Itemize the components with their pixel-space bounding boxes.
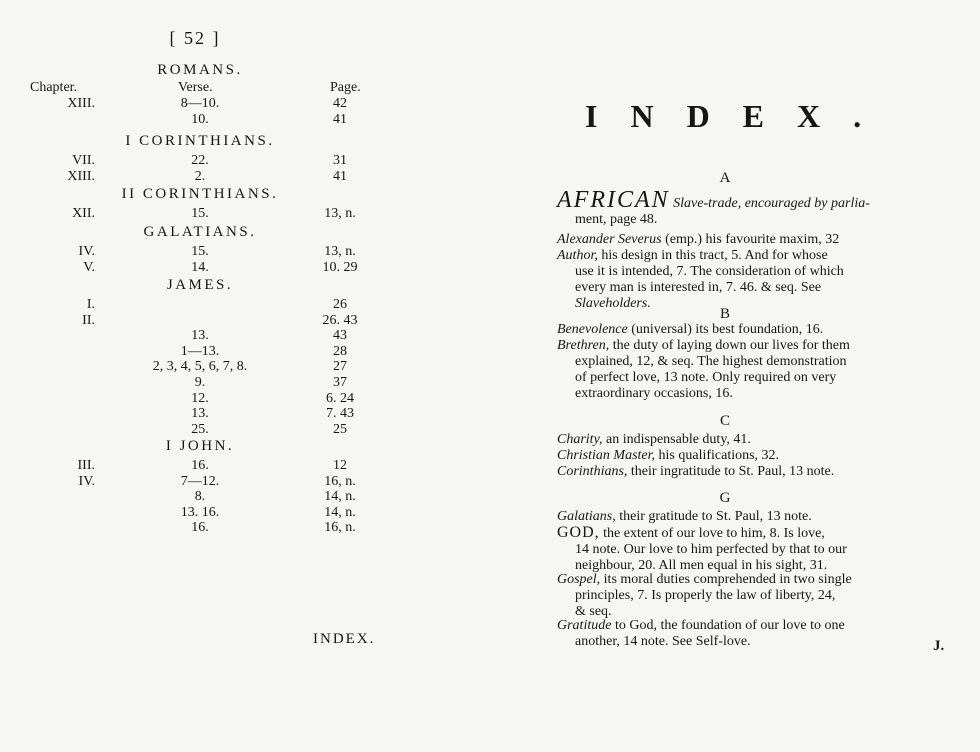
index-entry	[557, 509, 960, 525]
cell-page: 14, n.	[324, 504, 356, 520]
entry-head: Alexander Severus	[557, 232, 662, 247]
cell-verse: 16.	[191, 520, 209, 536]
scripture-row	[0, 489, 400, 505]
scripture-row	[0, 169, 400, 185]
cell-verse: 10.	[191, 111, 209, 127]
cell-chapter: III.	[77, 458, 95, 473]
column-header-verse: Verse.	[178, 80, 213, 95]
cell-verse: 16.	[191, 458, 209, 473]
cell-verse: 8.	[194, 489, 206, 505]
entry-text: its moral duties comprehended in two single	[600, 572, 852, 587]
cell-chapter: XIII.	[67, 96, 95, 111]
entry-text: of perfect love, 13 note. Only required on very	[575, 370, 837, 385]
cell-chapter: XII.	[72, 206, 95, 221]
entry-head: Gratitude	[557, 618, 612, 633]
entry-text: the extent of our love to him, 8. Is love,	[599, 526, 825, 541]
scripture-row	[0, 313, 400, 329]
cell-page: 25	[333, 421, 347, 437]
cell-page: 41	[333, 168, 347, 184]
entry-text: every man is interested in, 7. 46. & seq. See	[575, 280, 822, 295]
entry-head: GOD,	[557, 524, 600, 541]
cell-verse: 15.	[191, 206, 209, 221]
index-entry	[557, 338, 960, 402]
index-entry	[557, 618, 960, 650]
cell-page: 41	[333, 111, 347, 127]
index-entry	[557, 572, 960, 620]
column-header-chapter: Chapter.	[30, 80, 78, 95]
index-entry	[557, 187, 960, 228]
entry-text: to God, the foundation of our love to one	[611, 618, 845, 633]
cell-page: 16, n.	[324, 473, 356, 489]
cell-chapter: VII.	[72, 153, 95, 168]
scripture-row	[0, 344, 400, 360]
cell-verse: 2.	[194, 168, 206, 184]
cell-verse: 14.	[191, 259, 209, 275]
section-title: I JOHN.	[165, 438, 235, 454]
cell-verse: 13. 16.	[180, 504, 220, 520]
cell-verse: 7—12.	[180, 473, 220, 489]
cell-chapter: V.	[83, 259, 95, 275]
entry-text: his design in this tract, 5. And for whose	[597, 248, 828, 263]
scripture-row	[0, 422, 400, 438]
index-entry	[557, 322, 960, 338]
cell-page: 26. 43	[322, 312, 358, 328]
cell-verse: 25.	[191, 421, 209, 437]
cell-chapter: I.	[86, 297, 95, 312]
cell-verse: 13.	[191, 406, 209, 422]
index-entry	[557, 525, 960, 574]
cell-verse: 13.	[191, 328, 209, 344]
scripture-row	[0, 96, 400, 112]
index-entry	[557, 432, 960, 448]
entry-text: explained, 12, & seq. The highest demonstration	[575, 354, 847, 369]
entry-head: Charity,	[557, 432, 603, 447]
scripture-row	[0, 206, 400, 222]
scripture-row	[0, 458, 400, 474]
scripture-row	[0, 244, 400, 260]
signature-mark: J.	[933, 638, 945, 654]
cell-page: 42	[333, 96, 347, 111]
cell-verse: 9.	[194, 375, 206, 390]
cell-page: 37	[333, 375, 347, 390]
scripture-row	[0, 112, 400, 128]
letter-heading-a: A	[719, 170, 731, 186]
cell-page: 13, n.	[324, 244, 356, 259]
entry-text: & seq.	[575, 604, 612, 619]
letter-heading-g: G	[719, 490, 731, 506]
page-number: [ 52 ]	[169, 28, 221, 48]
cell-page: 43	[333, 328, 347, 344]
cell-verse: 15.	[191, 244, 209, 259]
index-entry	[557, 232, 960, 248]
index-entry	[557, 448, 960, 464]
left-page	[0, 0, 470, 752]
section-title: ROMANS.	[157, 62, 243, 78]
entry-head: AFRICAN	[557, 187, 670, 213]
letter-heading-b: B	[719, 306, 730, 322]
section-title: JAMES.	[166, 277, 234, 293]
entry-text: their ingratitude to St. Paul, 13 note.	[627, 464, 835, 479]
scripture-row	[0, 520, 400, 536]
cell-page: 26	[333, 297, 347, 312]
entry-text: use it is intended, 7. The consideration of which	[575, 264, 844, 279]
cell-verse: 2, 3, 4, 5, 6, 7, 8.	[152, 359, 248, 375]
scripture-row	[0, 406, 400, 422]
entry-head: Christian Master,	[557, 448, 656, 463]
entry-text: an indispensable duty, 41.	[602, 432, 751, 447]
cell-page: 6. 24	[326, 390, 354, 406]
cell-page: 12	[333, 458, 347, 473]
entry-text: 14 note. Our love to him perfected by that to our	[575, 542, 847, 557]
scripture-row	[0, 359, 400, 375]
entry-head: Corinthians,	[557, 464, 628, 479]
section-title: II CORINTHIANS.	[121, 186, 279, 202]
cross-reference: Slaveholders.	[575, 296, 651, 311]
column-header-page: Page.	[330, 80, 361, 95]
scripture-row	[0, 297, 400, 313]
scripture-row	[0, 474, 400, 490]
cell-page: 16, n.	[324, 520, 356, 536]
entry-text: his qualifications, 32.	[655, 448, 780, 463]
section-title: I CORINTHIANS.	[125, 133, 275, 149]
letter-heading-c: C	[719, 413, 730, 429]
catchword: INDEX.	[313, 631, 376, 647]
cell-page: 28	[333, 343, 347, 359]
cell-chapter: XIII.	[67, 168, 95, 184]
scripture-row	[0, 505, 400, 521]
index-entry	[557, 464, 960, 480]
cell-chapter: IV.	[78, 473, 95, 489]
cell-page: 27	[333, 359, 347, 375]
entry-head: Gospel,	[557, 572, 601, 587]
cell-verse: 1—13.	[180, 343, 220, 359]
entry-text: Slave-trade, encouraged by parlia-	[669, 196, 870, 211]
cell-verse: 12.	[191, 390, 209, 406]
cell-page: 7. 43	[326, 406, 354, 422]
scripture-row	[0, 375, 400, 391]
entry-head: Benevolence	[557, 322, 628, 337]
entry-text: neighbour, 20. All men equal in his sight, 31.	[575, 558, 828, 573]
entry-text: (emp.) his favourite maxim, 32	[661, 232, 840, 247]
cell-chapter: II.	[82, 312, 95, 328]
entry-head: Author,	[557, 248, 598, 263]
entry-text: ment, page 48.	[575, 212, 658, 227]
cell-verse: 8—10.	[180, 96, 220, 111]
cell-page: 31	[333, 153, 347, 168]
scripture-row	[0, 153, 400, 169]
section-title: GALATIANS.	[143, 224, 257, 240]
entry-text: their gratitude to St. Paul, 13 note.	[615, 509, 812, 524]
entry-head: Galatians,	[557, 509, 616, 524]
cell-page: 14, n.	[324, 489, 356, 505]
cell-chapter: IV.	[78, 244, 95, 259]
scripture-row	[0, 260, 400, 276]
entry-text: (universal) its best foundation, 16.	[627, 322, 824, 337]
cell-page: 13, n.	[324, 206, 356, 221]
entry-text: principles, 7. Is properly the law of liberty, 24,	[575, 588, 836, 603]
scripture-row	[0, 391, 400, 407]
entry-text: extraordinary occasions, 16.	[575, 386, 733, 401]
cell-verse: 22.	[191, 153, 209, 168]
scripture-row	[0, 328, 400, 344]
entry-text: the duty of laying down our lives for them	[609, 338, 850, 353]
index-entry	[557, 248, 960, 312]
entry-head: Brethren,	[557, 338, 610, 353]
cell-page: 10. 29	[322, 259, 358, 275]
entry-text: another, 14 note. See Self-love.	[575, 634, 751, 649]
index-title: INDEX.	[585, 98, 895, 134]
